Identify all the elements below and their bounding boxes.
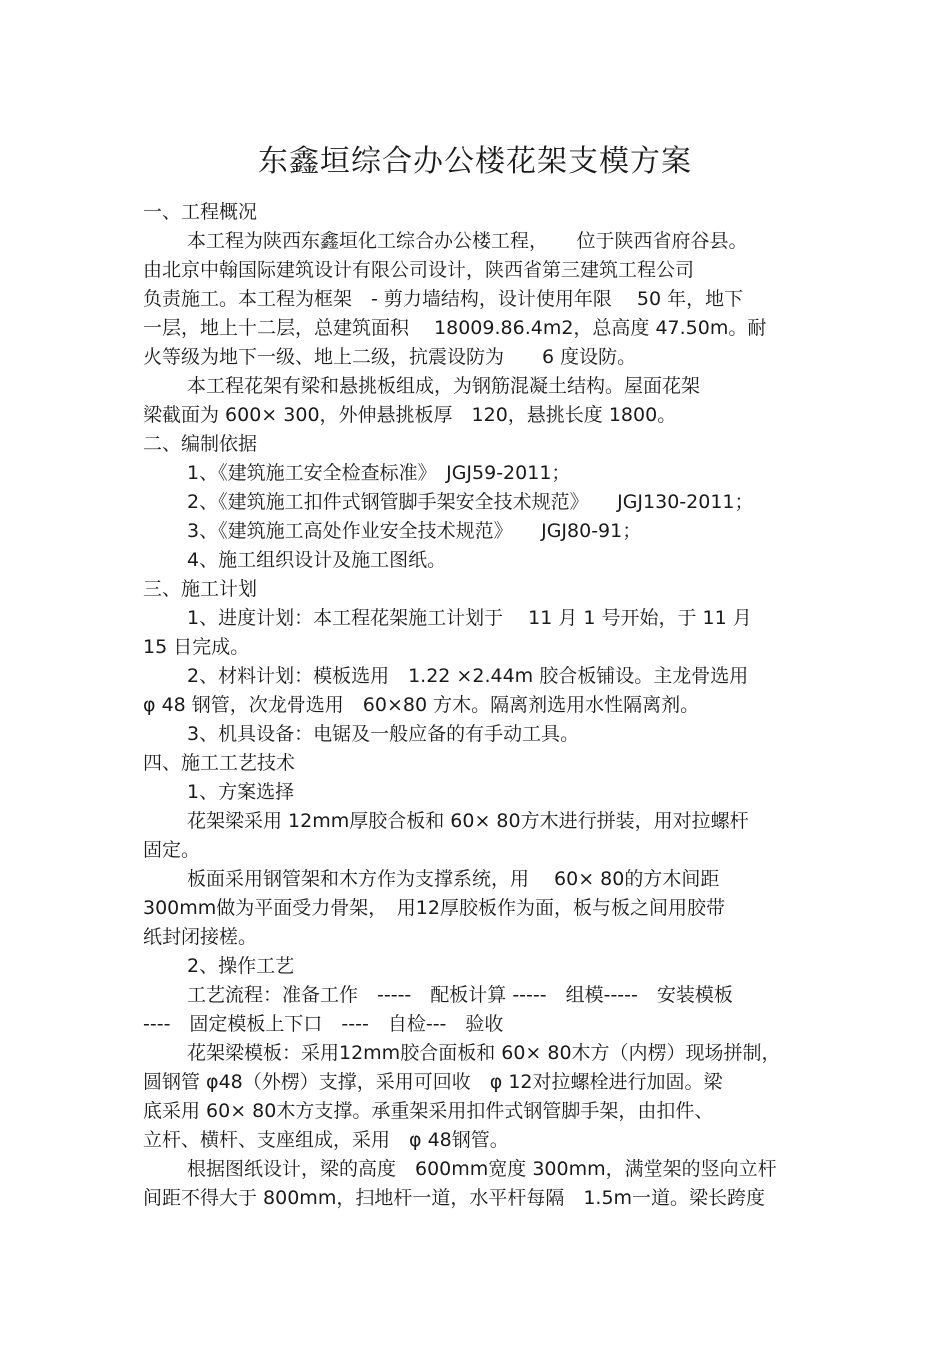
list-item: 2、《建筑施工扣件式钢管脚手架安全技术规范》 JGJ130-2011； [187,491,754,513]
section-heading-plan: 三、施工计划 [143,578,258,600]
paragraph-line: 花架梁模板：采用12mm胶合面板和 60× 80木方（内楞）现场拼制， [187,1042,781,1064]
paragraph-line: φ 48 钢管，次龙骨选用 60×80 方木。隔离剂选用水性隔离剂。 [143,694,700,716]
subheading: 1、方案选择 [187,781,295,803]
paragraph-line: 梁截面为 600× 300，外伸悬挑板厚 120，悬挑长度 1800。 [143,404,677,426]
paragraph-line: 根据图纸设计，梁的高度 600mm宽度 300mm，满堂架的竖向立杆 [187,1158,777,1180]
paragraph-line: 板面采用钢管架和木方作为支撑系统，用 60× 80的方木间距 [187,868,720,890]
paragraph-line: 纸封闭接槎。 [143,926,258,948]
paragraph-line: 负责施工。本工程为框架 - 剪力墙结构，设计使用年限 50 年，地下 [143,288,744,310]
paragraph-line: 本工程为陕西东鑫垣化工综合办公楼工程， 位于陕西省府谷县。 [187,230,748,252]
section-heading-overview: 一、工程概况 [143,201,258,223]
subheading: 2、操作工艺 [187,955,295,977]
paragraph-line: 由北京中翰国际建筑设计有限公司设计，陕西省第三建筑工程公司 [143,259,695,281]
paragraph-line: 圆钢管 φ48（外楞）支撑，采用可回收 φ 12对拉螺栓进行加固。梁 [143,1071,723,1093]
paragraph-line: 火等级为地下一级、地上二级，抗震设防为 6 度设防。 [143,346,637,368]
section-heading-technique: 四、施工工艺技术 [143,752,296,774]
paragraph-line: 一层，地上十二层，总建筑面积 18009.86.4m2，总高度 47.50m。耐 [143,317,767,339]
paragraph-line: 1、进度计划：本工程花架施工计划于 11 月 1 号开始，于 11 月 [187,607,752,629]
paragraph-line: 底采用 60× 80木方支撑。承重架采用扣件式钢管脚手架，由扣件、 [143,1100,714,1122]
paragraph-line: 300mm做为平面受力骨架， 用12厚胶板作为面，板与板之间用胶带 [143,897,725,919]
paragraph-line: 间距不得大于 800mm，扫地杆一道，水平杆每隔 1.5m一道。梁长跨度 [143,1187,766,1209]
list-item: 4、施工组织设计及施工图纸。 [187,549,447,571]
list-item: 3、《建筑施工高处作业安全技术规范》 JGJ80-91； [187,520,642,542]
paragraph-line: 本工程花架有梁和悬挑板组成，为钢筋混凝土结构。屋面花架 [187,375,701,397]
paragraph-line: 立杆、横杆、支座组成，采用 φ 48钢管。 [143,1129,509,1151]
paragraph-line: ---- 固定模板上下口 ---- 自检--- 验收 [143,1013,504,1035]
section-heading-basis: 二、编制依据 [143,433,258,455]
document-body [143,198,803,1213]
list-item: 1、《建筑施工安全检查标准》 JGJ59-2011； [187,462,571,484]
paragraph-line: 固定。 [143,839,201,861]
paragraph-line: 2、材料计划：模板选用 1.22 ×2.44m 胶合板铺设。主龙骨选用 [187,665,749,687]
paragraph-line: 15 日完成。 [143,636,250,658]
document-title: 东鑫垣综合办公楼花架支模方案 [258,144,692,179]
paragraph-line: 工艺流程：准备工作 ----- 配板计算 ----- 组模----- 安装模板 [187,984,733,1006]
paragraph-line: 3、机具设备：电锯及一般应备的有手动工具。 [187,723,580,745]
paragraph-line: 花架梁采用 12mm厚胶合板和 60× 80方木进行拼装，用对拉螺杆 [187,810,749,832]
